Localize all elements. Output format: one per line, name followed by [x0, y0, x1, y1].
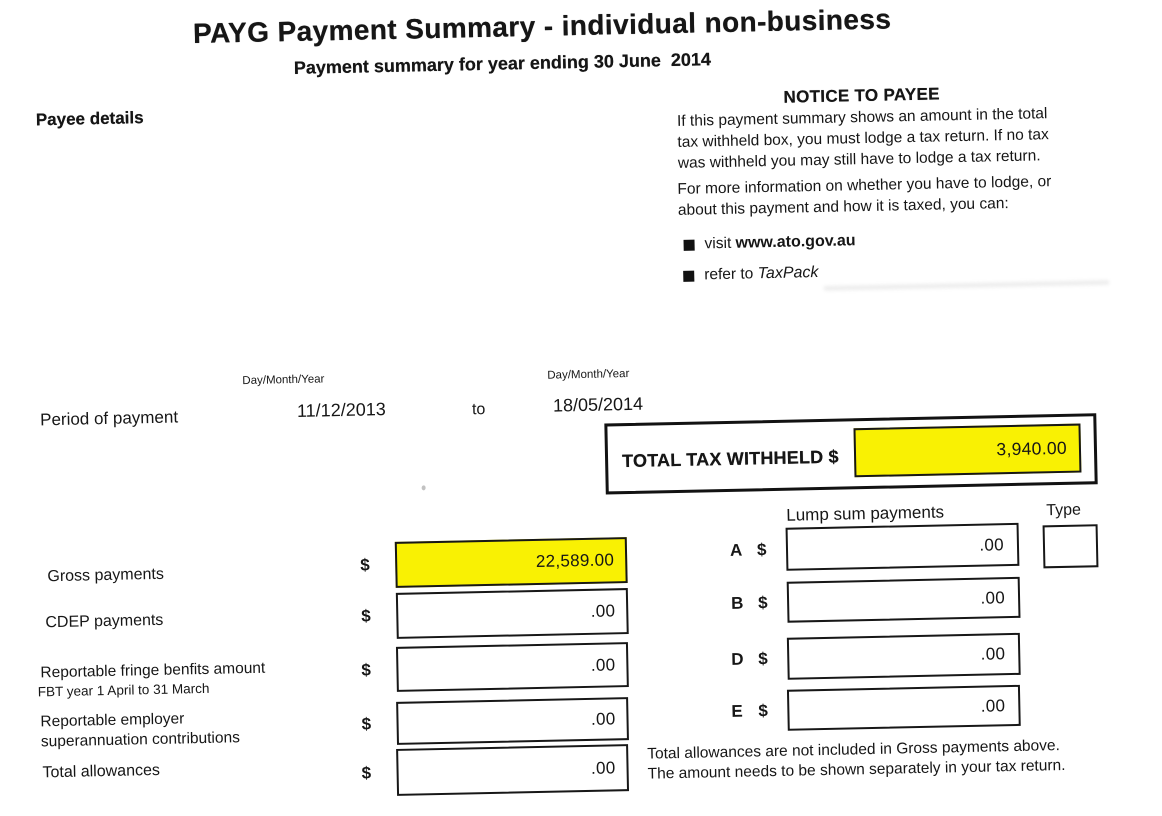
total-tax-withheld-box [604, 413, 1097, 494]
amount-field-highlighted [395, 537, 628, 588]
payment-row-cdep [361, 588, 629, 640]
payment-row-label-gross: Gross payments [47, 565, 165, 586]
period-to-date: 18/05/2014 [552, 393, 644, 416]
lump-sum-row-b [731, 577, 1021, 624]
date-format-label-to: Day/Month/Year [547, 367, 630, 382]
ato-url-text: www.ato.gov.au [735, 232, 856, 252]
notice-paragraph-1: If this payment summary shows an amount in the total tax withheld box, you must lodge a tax return. If no tax was withheld you may still have to lodge a tax return. [676, 105, 1049, 172]
currency-symbol: $ [360, 555, 370, 575]
amount-value: .00 [590, 654, 616, 675]
amount-value: .00 [980, 644, 1006, 664]
amount-field [787, 685, 1021, 731]
lump-sum-row-d [731, 633, 1021, 681]
amount-field [396, 588, 629, 639]
currency-symbol: $ [361, 606, 371, 626]
amount-value: .00 [590, 708, 616, 729]
bullet-refer-prefix: refer to [704, 265, 758, 284]
currency-symbol: $ [361, 713, 372, 734]
lump-sum-row-a [730, 523, 1020, 572]
amount-value: .00 [980, 587, 1006, 608]
amount-field [396, 697, 629, 745]
date-format-label-from: Day/Month/Year [242, 373, 325, 388]
amount-value: 22,589.00 [535, 550, 615, 571]
payment-row-fringe [361, 642, 629, 693]
amount-value: .00 [590, 601, 616, 621]
bullet-visit-prefix: visit [704, 234, 736, 253]
amount-field [787, 577, 1021, 623]
bullet-square-icon [684, 240, 695, 251]
payment-row-allowances [361, 744, 629, 797]
total-tax-withheld-label: TOTAL TAX WITHHELD $ [621, 446, 839, 472]
payment-row-gross [360, 537, 628, 589]
bullet-item-refer-taxpack [683, 264, 819, 285]
type-field [1043, 524, 1099, 568]
bullet-square-icon [683, 271, 694, 282]
notice-paragraph-2: For more information on whether you have to lodge, or about this payment and how it is taxed, you can: [677, 173, 1052, 219]
lump-sum-heading: Lump sum payments [786, 502, 945, 525]
lump-sum-row-e [731, 685, 1021, 732]
currency-symbol: $ [758, 700, 769, 720]
total-tax-withheld-amount-field [853, 424, 1081, 478]
lump-sum-code: A [729, 540, 743, 560]
amount-value: .00 [979, 534, 1005, 555]
type-label: Type [1046, 501, 1082, 520]
lump-sum-code: D [731, 649, 744, 669]
total-allowances-footnote: Total allowances are not included in Gross payments above. The amount needs to be shown separately in your tax return. [647, 737, 1066, 783]
payment-row-label-cdep: CDEP payments [45, 611, 164, 632]
notice-heading: NOTICE TO PAYEE [783, 84, 940, 107]
lump-sum-code: B [730, 593, 744, 613]
payment-row-label-allowances: Total allowances [42, 761, 161, 782]
period-of-payment-label: Period of payment [39, 407, 179, 430]
payment-row-label-super: Reportable employer superannuation contributions [40, 710, 241, 750]
total-tax-withheld-value: 3,940.00 [996, 437, 1068, 460]
payee-details-label: Payee details [35, 108, 144, 130]
period-to-joiner: to [471, 401, 486, 419]
payment-row-sublabel-fbt: FBT year 1 April to 31 March [37, 680, 210, 700]
payment-row-super [361, 697, 629, 746]
currency-symbol: $ [756, 539, 767, 559]
bullet-item-visit-ato [683, 232, 855, 254]
scan-artifact [422, 485, 426, 490]
amount-field [786, 523, 1020, 571]
form-subtitle: Payment summary for year ending 30 June 2014 [293, 49, 712, 78]
currency-symbol: $ [757, 592, 768, 612]
amount-field [396, 642, 629, 692]
form-title: PAYG Payment Summary - individual non-business [192, 3, 892, 50]
scan-artifact [823, 280, 1109, 291]
currency-symbol: $ [758, 649, 768, 669]
amount-field [787, 633, 1021, 680]
taxpack-text: TaxPack [757, 264, 819, 283]
payment-row-label-fringe: Reportable fringe benfits amount [40, 659, 266, 682]
lump-sum-code: E [731, 701, 743, 721]
amount-field [396, 744, 629, 796]
currency-symbol: $ [361, 762, 372, 783]
amount-value: .00 [980, 695, 1006, 716]
amount-value: .00 [590, 757, 616, 778]
currency-symbol: $ [361, 659, 372, 680]
period-from-date: 11/12/2013 [296, 399, 386, 421]
